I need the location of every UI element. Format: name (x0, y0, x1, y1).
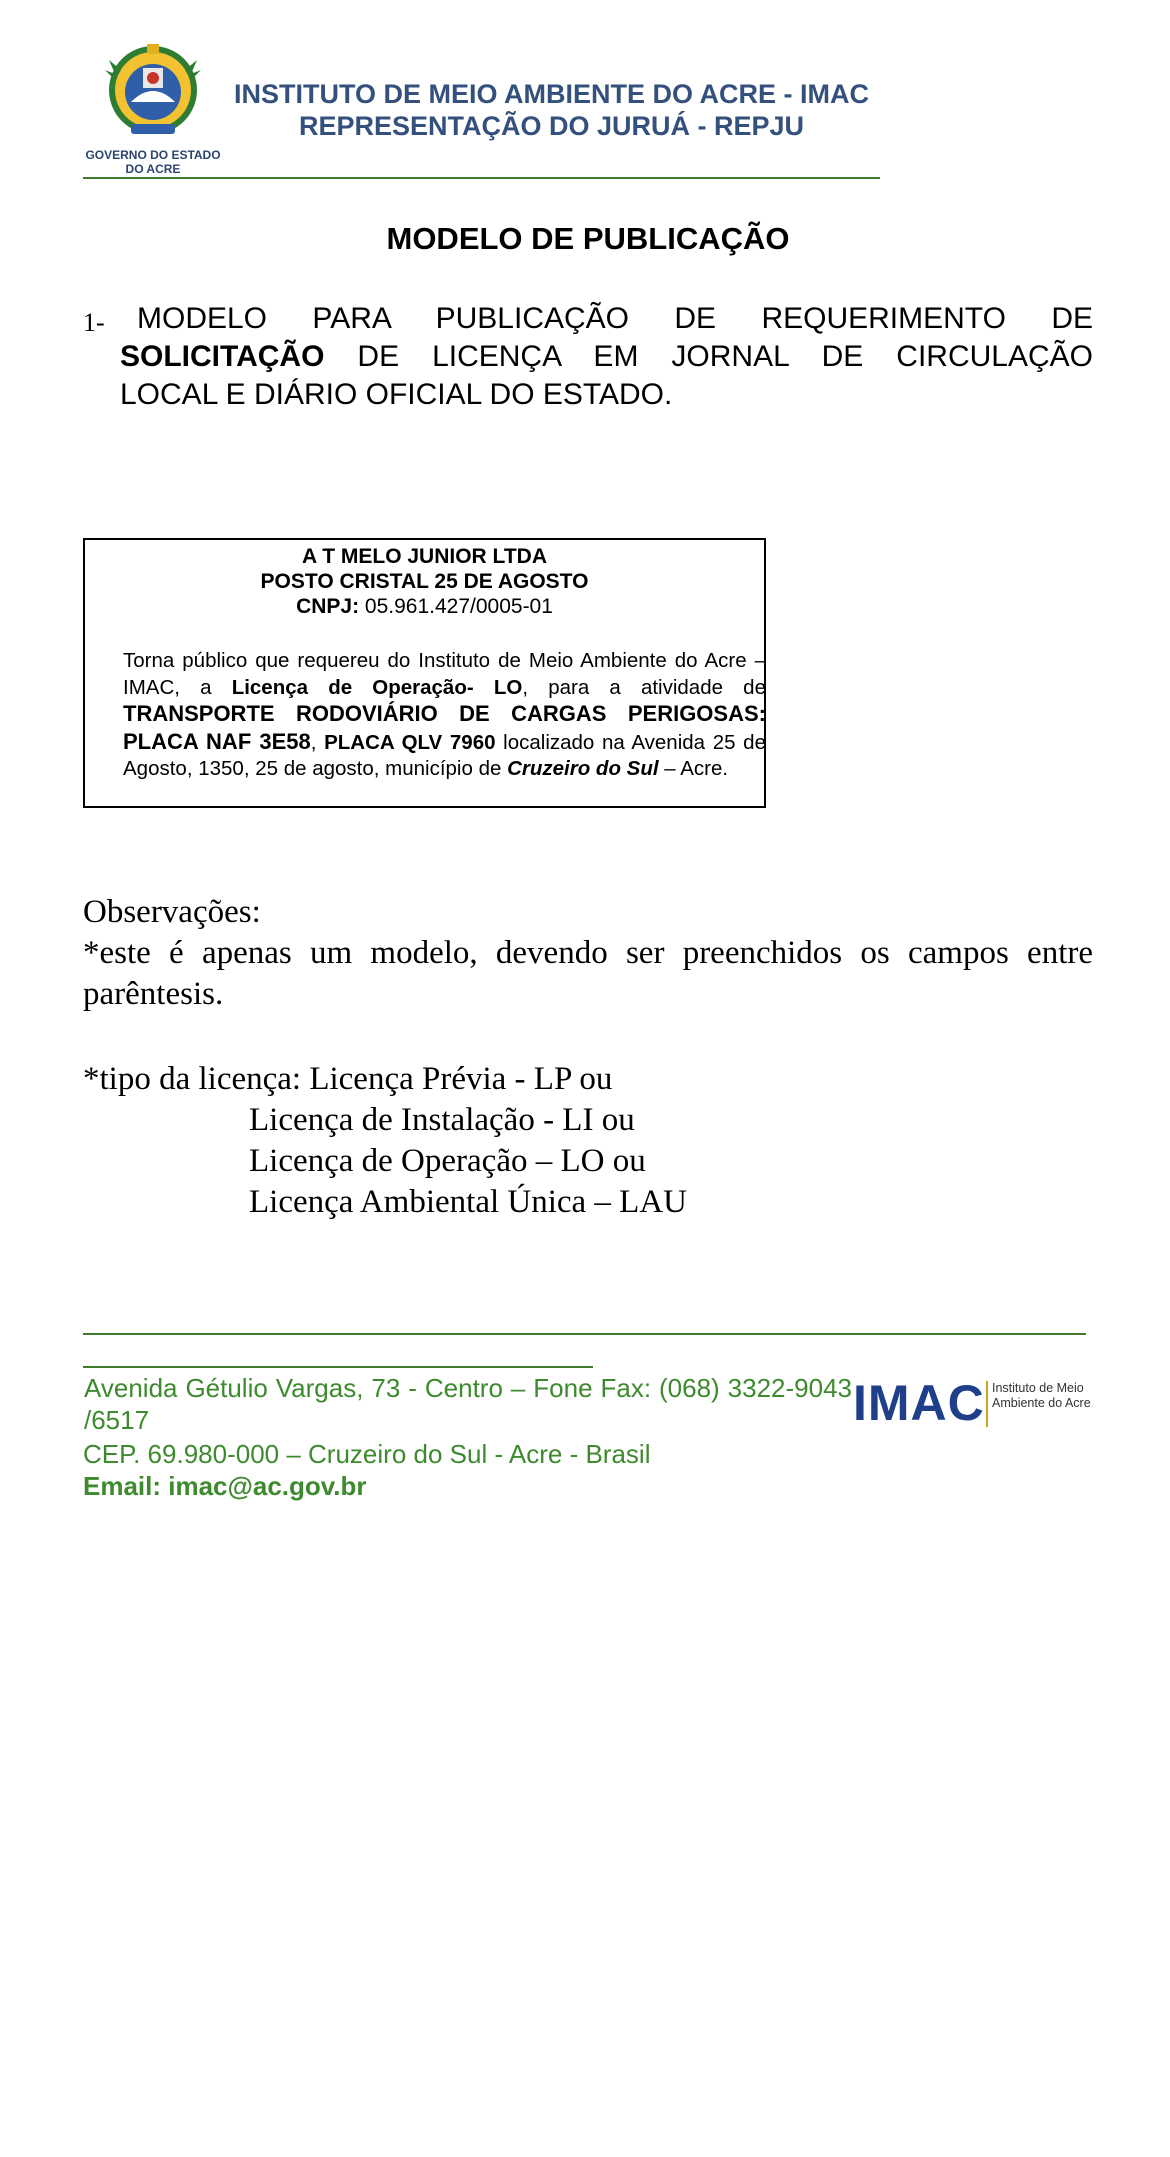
cnpj-label: CNPJ: (296, 595, 360, 618)
body-part2: , para a atividade de (522, 675, 766, 699)
body-part3: localizado na Avenida 25 de Agosto, 1350, 25 de agosto, município de (123, 730, 766, 780)
document-title: MODELO DE PUBLICAÇÃO (386, 221, 790, 256)
plate2: PLACA QLV 7960 (324, 730, 496, 754)
posto-name: POSTO CRISTAL 25 DE AGOSTO (260, 570, 589, 593)
crest-caption-line2: DO ACRE (125, 162, 181, 176)
imac-logo-divider (986, 1381, 988, 1427)
header-divider (83, 177, 880, 179)
city: Cruzeiro do Sul (507, 757, 659, 780)
license-types-label: *tipo da licença: Licença Prévia - LP ou (83, 1061, 613, 1097)
item-number: 1- (83, 308, 105, 337)
license-type-lau: Licença Ambiental Única – LAU (249, 1184, 688, 1220)
footer-address: Avenida Gétulio Vargas, 73 - Centro – Fone Fax: (068) 3322-9043 /6517 (84, 1373, 852, 1435)
item-text (120, 300, 1093, 414)
letterhead (83, 40, 880, 180)
company-name: A T MELO JUNIOR LTDA (302, 545, 547, 568)
item-line3: LOCAL E DIÁRIO OFICIAL DO ESTADO. (120, 378, 673, 411)
footer-cep: CEP. 69.980-000 – Cruzeiro do Sul - Acre - Brasil (83, 1439, 651, 1469)
license-types (83, 1059, 1093, 1223)
item-line2-rest: DE LICENÇA EM JORNAL DE CIRCULAÇÃO (324, 340, 1093, 373)
imac-logo-word: IMAC (853, 1375, 985, 1431)
publication-box (83, 538, 766, 808)
footer-divider-short (83, 1366, 593, 1368)
body-part4: – Acre. (658, 757, 729, 780)
observations-heading: Observações: (83, 894, 261, 930)
state-crest-icon (101, 40, 205, 144)
observations (83, 892, 1093, 1015)
license-type: Licença de Operação- LO (231, 675, 523, 699)
footer-email: Email: imac@ac.gov.br (83, 1471, 367, 1501)
institute-title: INSTITUTO DE MEIO AMBIENTE DO ACRE - IMAC (233, 79, 869, 109)
item-bold-word: SOLICITAÇÃO (120, 340, 325, 373)
item-line1: MODELO PARA PUBLICAÇÃO DE REQUERIMENTO DE (137, 302, 1093, 335)
institute-subtitle: REPRESENTAÇÃO DO JURUÁ - REPJU (298, 111, 805, 141)
comma: , (310, 730, 325, 754)
footer-divider-long (83, 1333, 1086, 1335)
observations-text: *este é apenas um modelo, devendo ser preenchidos os campos entre parêntesis. (83, 935, 1093, 1012)
crest-caption (83, 148, 223, 176)
cnpj-value: 05.961.427/0005-01 (359, 595, 553, 618)
crest-caption-line1: GOVERNO DO ESTADO (85, 148, 221, 162)
cnpj-line (85, 594, 764, 620)
publication-body (123, 648, 766, 783)
item-line2 (120, 338, 1093, 376)
imac-logo-subtitle: Instituto de Meio Ambiente do Acre (992, 1381, 1091, 1410)
body-part1: Torna público que requereu do Instituto de Meio Ambiente do Acre – IMAC, a (123, 649, 766, 699)
license-type-li: Licença de Instalação - LI ou (249, 1102, 635, 1138)
imac-logo (853, 1375, 1093, 1431)
license-type-lo: Licença de Operação – LO ou (249, 1143, 646, 1179)
activity: TRANSPORTE RODOVIÁRIO DE CARGAS PERIGOSAS: PLACA NAF 3E58 (123, 701, 766, 754)
